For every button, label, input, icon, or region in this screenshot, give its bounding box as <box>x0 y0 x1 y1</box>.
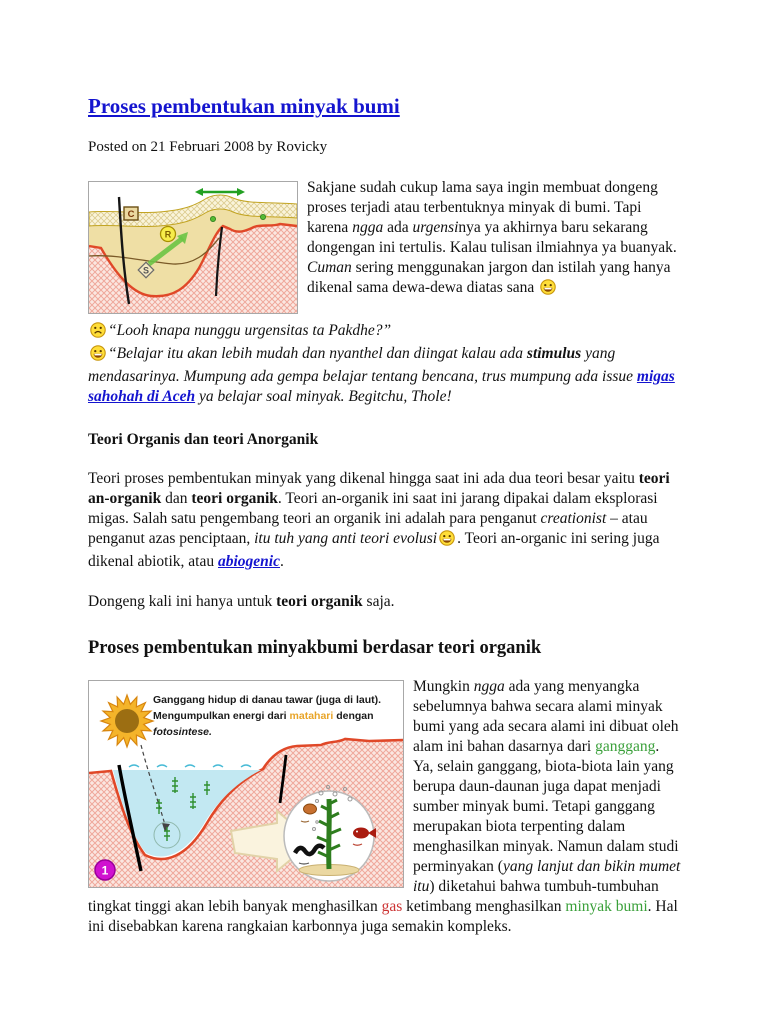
organik-text: ada yang menyangka sebelumnya bahwa secara alami minyak bumi yang ada secara alami ini dibuat oleh alam ini bahan dasarnya dari <box>413 678 679 755</box>
source-label: S <box>142 265 150 276</box>
intro-text: Sakjane sudah cukup lama saya ingin membuat dongeng proses terjadi atau terbentuknya minyak di bumi. Tapi karena <box>307 179 658 236</box>
organik-text: . Hal ini disebabkan karena rangkaian karbonnya juga semakin kompleks. <box>88 898 678 935</box>
teori-paragraph <box>88 469 682 572</box>
organik-text: Mungkin <box>413 678 474 695</box>
caption-text: dengan <box>333 710 374 722</box>
intro-section <box>88 178 682 321</box>
reservoir-label: R <box>164 229 172 240</box>
svg-text:Ganggang hidup di danau tawar <box>153 694 381 706</box>
quote-text: “Belajar itu akan lebih mudah dan nyanthel dan diingat kalau ada <box>108 345 527 362</box>
caption-fotosintese: fotosintese. <box>153 726 212 738</box>
teori-bold: teori an-organik <box>88 470 670 507</box>
teori-text: . <box>280 553 284 570</box>
migas-aceh-link[interactable]: migas sahohah di Aceh <box>88 368 675 405</box>
quote-text: yang mendasarinya. Mumpung ada gempa belajar tentang bencana, trus mumpung ada issue <box>88 345 637 385</box>
algae-lake-figure <box>88 680 404 888</box>
organik-text: ketimbang menghasilkan <box>402 898 566 915</box>
teori-text: Teori proses pembentukan minyak yang dikenal hingga saat ini ada dua teori besar yaitu <box>88 470 639 487</box>
grin-emoji-icon <box>439 530 455 552</box>
oil-show-dot <box>210 216 215 221</box>
quote-line-2 <box>88 344 682 407</box>
quote-emphasis: stimulus <box>526 345 582 362</box>
dongeng-bold: teori organik <box>276 593 363 610</box>
post-byline: Posted on 21 Februari 2008 by Rovicky <box>88 139 328 155</box>
teori-text: . Teori an-organic ini sering juga dikenal abiotik, atau <box>88 530 660 570</box>
sun-icon <box>101 695 153 747</box>
grin-emoji-icon <box>90 345 106 367</box>
grin-emoji-icon <box>540 279 556 301</box>
intro-text: Cuman <box>307 259 352 276</box>
dongeng-text: Dongeng kali ini hanya untuk <box>88 593 277 610</box>
petroleum-trap-diagram <box>89 182 297 313</box>
intro-text: ngga <box>352 219 384 236</box>
organik-italic: yang lanjut dan bikin mumet itu <box>413 858 681 895</box>
svg-text:Mengumpulkan energi dari matah <box>153 710 374 722</box>
organik-italic: ngga <box>473 678 505 695</box>
intro-text: ada <box>383 219 413 236</box>
teori-heading: Teori Organis dan teori Anorganik <box>88 431 319 448</box>
dongeng-paragraph <box>88 592 682 612</box>
teori-bold: teori organik <box>191 490 278 507</box>
oil-show-dot <box>260 214 265 219</box>
abiogenic-link[interactable]: abiogenic <box>218 553 280 570</box>
teori-text: – atau penganut azas penciptaan, <box>88 510 648 547</box>
caption-text: Mengumpulkan energi dari <box>153 710 290 722</box>
organik-green: minyak bumi <box>565 898 648 915</box>
step-badge-number: 1 <box>101 863 109 878</box>
cap-label: C <box>127 209 135 220</box>
organik-red: gas <box>381 898 403 915</box>
algae-lake-diagram <box>89 681 403 887</box>
intro-text: urgensi <box>412 219 459 236</box>
intro-text: sering menggunakan jargon dan istilah yang hanya dikenal sama dewa-dewa diatas sana <box>307 259 671 296</box>
sad-emoji-icon <box>90 322 106 344</box>
quote-line-1 <box>88 321 682 344</box>
quote-text: “Looh knapa nunggu urgensitas ta Pakdhe?” <box>108 322 392 339</box>
teori-text: . Teori an-organik ini saat ini jarang dipakai dalam eksplorasi migas. Salah satu pengembang teori an organik ini adalah para penganut <box>88 490 658 527</box>
caption-text: hidup di danau tawar (juga di laut). <box>204 694 382 706</box>
caption-matahari: matahari <box>289 710 334 722</box>
teori-italic: creationist <box>540 510 607 527</box>
organik-green: ganggang <box>595 738 656 755</box>
intro-text: nya ya akhirnya baru sekarang dongengan ini tertulis. Kalau tulisan ilmiahnya ya buanyak. <box>307 219 677 256</box>
teori-text: dan <box>161 490 192 507</box>
caption-ganggang: Ganggang <box>153 694 205 706</box>
petroleum-trap-figure <box>88 181 298 314</box>
organik-text: . Ya, selain ganggang, biota-biota lain yang berupa daun-daunan juga dapat menjadi sumber minyak bumi. Tetapi ganggang merupakan biota terpenting dalam menghasilkan minyak. Namun dalam studi perminyakan ( <box>413 738 679 875</box>
post-title-link[interactable]: Proses pembentukan minyak bumi <box>88 94 400 118</box>
teori-italic: itu tuh yang anti teori evolusi <box>254 530 438 547</box>
organik-section <box>88 677 682 957</box>
dongeng-text: saja. <box>362 593 395 610</box>
organik-text: ) diketahui bahwa tumbuh-tumbuhan tingkat tinggi akan lebih banyak menghasilkan <box>88 878 659 915</box>
proses-heading: Proses pembentukan minyakbumi berdasar teori organik <box>88 638 542 658</box>
quote-text: ya belajar soal minyak. Begitchu, Thole! <box>195 388 452 405</box>
quotes-block <box>88 321 682 407</box>
